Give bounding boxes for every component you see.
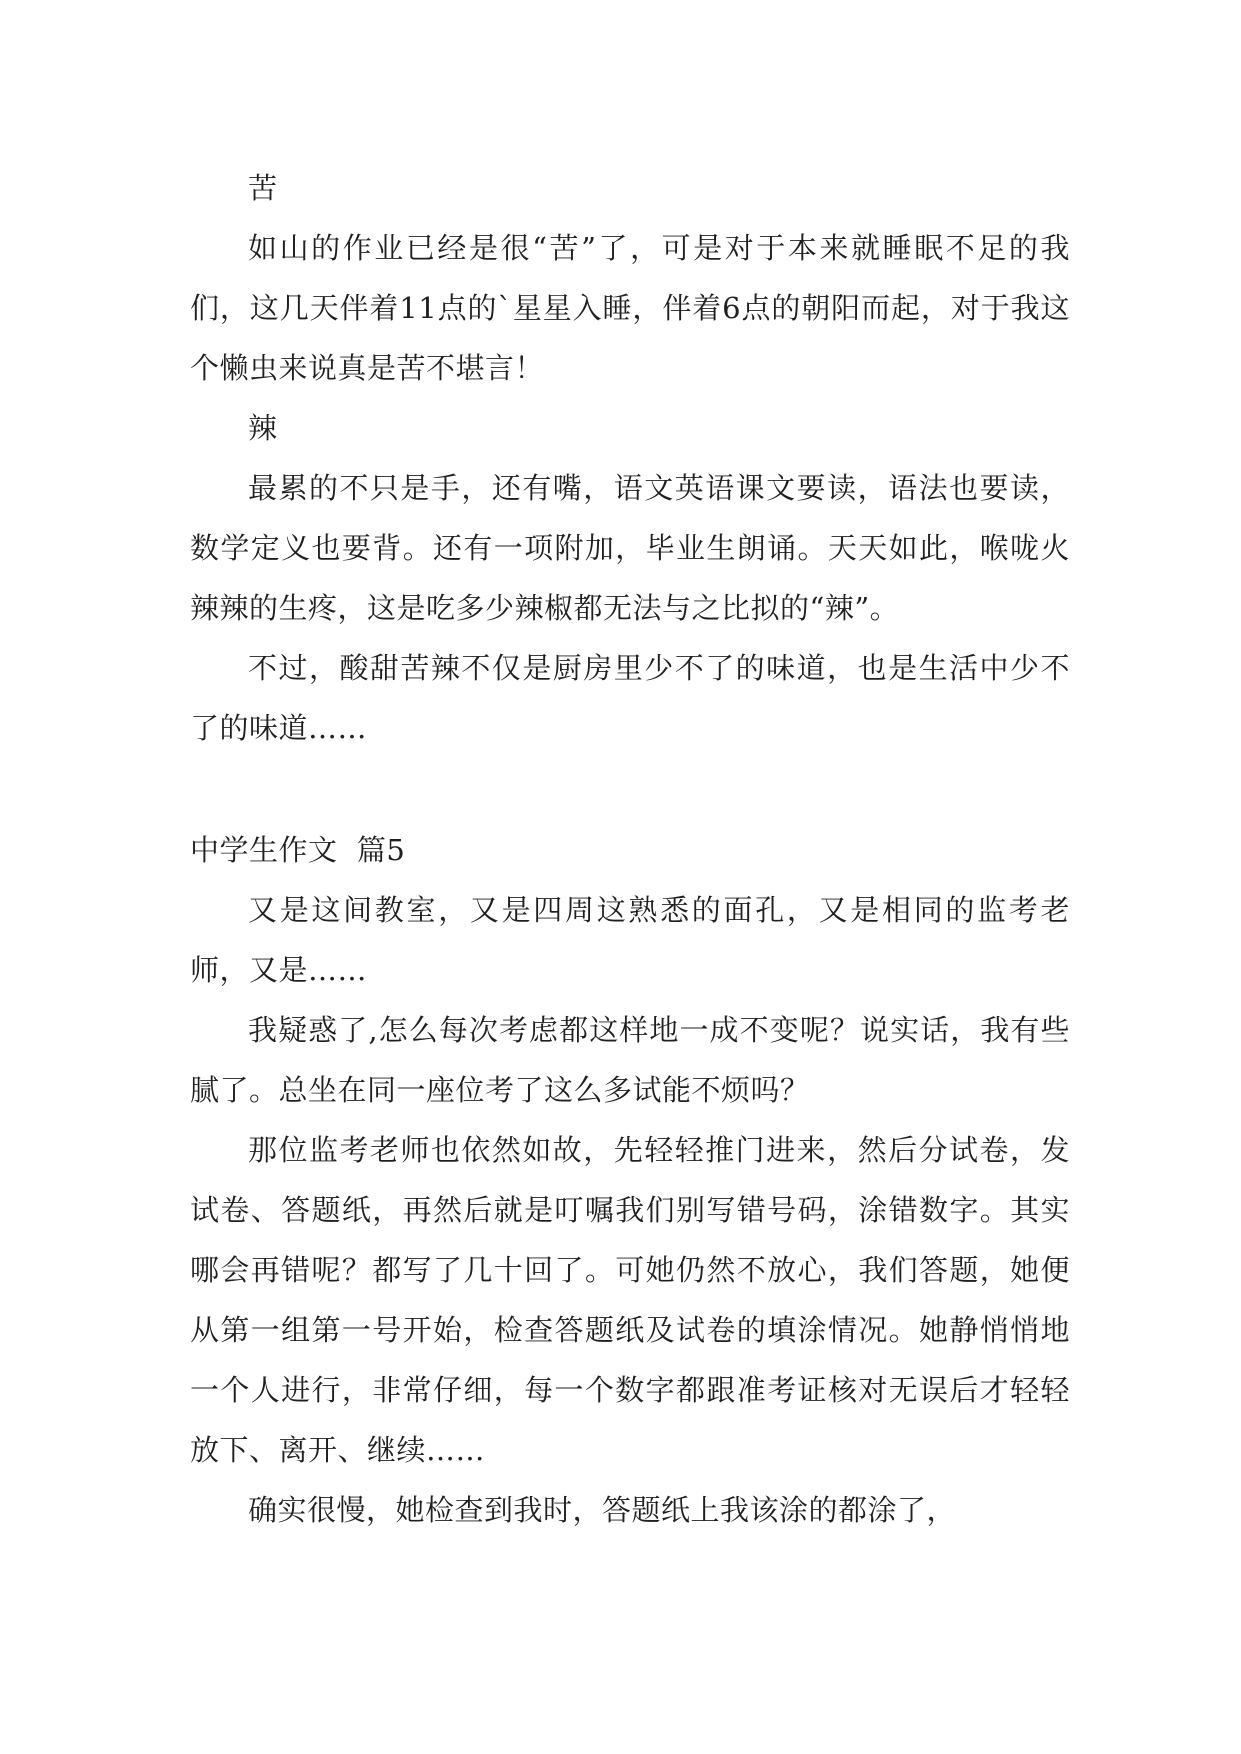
section-gap xyxy=(190,758,1070,820)
paragraph: 不过，酸甜苦辣不仅是厨房里少不了的味道，也是生活中少不了的味道…… xyxy=(190,651,1070,745)
paragraph: 我疑惑了,怎么每次考虑都这样地一成不变呢？说实话，我有些腻了。总坐在同一座位考了这么多试能不烦吗？ xyxy=(190,1013,1070,1107)
document-body xyxy=(190,158,1070,1540)
paragraph: 确实很慢，她检查到我时，答题纸上我该涂的都涂了， xyxy=(248,1493,957,1527)
paragraph: 如山的作业已经是很“苦”了，可是对于本来就睡眠不足的我们，这几天伴着11点的`星星入睡，伴着6点的朝阳而起，对于我这个懒虫来说真是苦不堪言！ xyxy=(190,231,1070,385)
section-title: 中学生作文 篇5 xyxy=(190,833,406,867)
paragraph: 那位监考老师也依然如故，先轻轻推门进来，然后分试卷，发试卷、答题纸，再然后就是叮嘱我们别写错号码，涂错数字。其实哪会再错呢？都写了几十回了。可她仍然不放心，我们答题，她便从第一组第一号开始，检查答题纸及试卷的填涂情况。她静悄悄地一个人进行，非常仔细，每一个数字都跟准考证核对无误后才轻轻放下、离开、继续…… xyxy=(190,1133,1070,1467)
subheading-ku: 苦 xyxy=(248,171,278,205)
paragraph: 又是这间教室，又是四周这熟悉的面孔，又是相同的监考老师，又是…… xyxy=(190,893,1070,987)
paragraph: 最累的不只是手，还有嘴，语文英语课文要读，语法也要读，数学定义也要背。还有一项附加，毕业生朗诵。天天如此，喉咙火辣辣的生疼，这是吃多少辣椒都无法与之比拟的“辣”。 xyxy=(190,471,1070,625)
subheading-la: 辣 xyxy=(248,411,278,445)
